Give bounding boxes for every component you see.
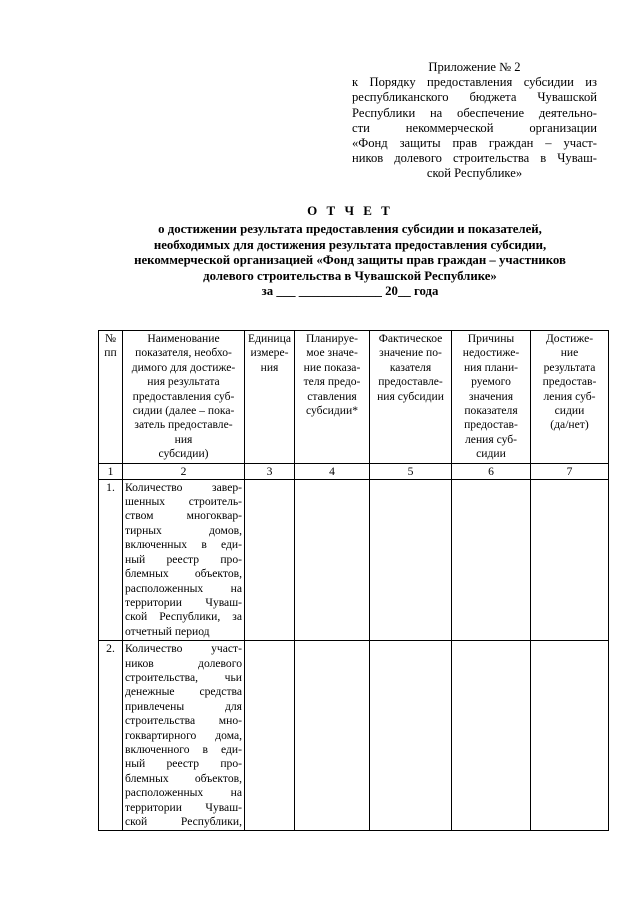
header-line: показателя, необхо- — [135, 346, 232, 360]
column-number: 1 — [99, 463, 123, 479]
indicator-name-line: ской Республики, за — [125, 610, 242, 624]
indicator-name-line: территории Чуваш- — [125, 800, 242, 814]
row-cell-reasons — [452, 641, 531, 831]
row-cell-planned — [295, 641, 370, 831]
report-period-line: за ___ _____________ 20__ года — [261, 284, 439, 299]
indicator-name-line: гоквартирного дома, — [125, 728, 242, 742]
indicator-name-line: расположенных на — [125, 581, 242, 595]
header-line: Достиже- — [545, 332, 594, 345]
header-line: димого для достиже- — [131, 360, 236, 374]
row-indicator-name — [123, 479, 245, 640]
report-subtitle-line: необходимых для достижения результата предоставления субсидии, — [153, 237, 547, 252]
header-line: недостиже- — [462, 346, 520, 360]
indicator-name-line: ный реестр про- — [125, 552, 242, 566]
header-line: предоставления суб- — [132, 389, 235, 403]
indicator-name-line: ской Республики, — [125, 815, 242, 828]
header-line: казателя — [389, 360, 432, 374]
report-subtitle-line: долевого строительства в Чувашской Республике» — [203, 268, 497, 283]
appendix-line: сти некоммерческой организации — [352, 120, 597, 135]
appendix-title: Приложение № 2 — [428, 60, 521, 74]
header-line: сидии — [554, 404, 585, 418]
row-cell-unit — [245, 479, 295, 640]
column-number: 5 — [370, 463, 452, 479]
appendix-line: «Фонд защиты прав граждан – участ- — [352, 136, 597, 151]
header-cell-name — [123, 331, 245, 464]
indicator-name-line: ный реестр про- — [125, 757, 242, 771]
indicator-name-line: расположенных на — [125, 786, 242, 800]
row-indicator-name — [123, 641, 245, 831]
header-line: ния результата — [147, 375, 220, 389]
header-line: пп — [104, 346, 117, 360]
row-cell-achievement — [531, 479, 609, 640]
indicator-name-line: тирных домов, — [125, 523, 242, 537]
row-cell-achievement — [531, 641, 609, 831]
header-line: значение по- — [379, 346, 442, 360]
appendix-line: ников долевого строительства в Чуваш- — [352, 151, 597, 166]
header-line: ния субсидии — [377, 389, 444, 403]
table-row — [99, 641, 609, 831]
header-line: субсидии* — [306, 404, 358, 418]
header-line: результата — [543, 360, 596, 374]
indicator-name-line: отчетный период — [125, 624, 210, 638]
header-cell-reasons — [452, 331, 531, 464]
header-line: значения — [468, 389, 514, 403]
indicator-name-line: денежные средства — [125, 685, 242, 699]
report-table — [98, 330, 609, 831]
appendix-line: ской Республике» — [426, 166, 523, 181]
column-number: 2 — [123, 463, 245, 479]
header-cell-achievement — [531, 331, 609, 464]
indicator-name-line: блемных объектов, — [125, 771, 242, 785]
column-number: 3 — [245, 463, 295, 479]
header-cell-number — [99, 331, 123, 464]
indicator-name-line: ством многоквар- — [125, 509, 242, 523]
header-line: ние — [560, 346, 579, 360]
report-title: О Т Ч Е Т — [307, 203, 393, 218]
header-line: мое значе- — [306, 346, 358, 360]
row-cell-reasons — [452, 479, 531, 640]
header-line: ления суб- — [465, 432, 517, 446]
header-line: сидии (далее – пока- — [132, 404, 235, 418]
row-cell-actual — [370, 641, 452, 831]
indicator-name-line: привлечены для — [125, 699, 242, 713]
header-line: предостав- — [464, 418, 518, 432]
header-line: предоставле- — [378, 375, 443, 389]
header-line: ния — [174, 432, 193, 446]
header-line: сидии — [476, 447, 506, 461]
appendix-line: республиканского бюджета Чувашской — [352, 90, 597, 105]
header-cell-unit — [245, 331, 295, 464]
header-line: измере- — [250, 346, 289, 360]
header-line: субсидии) — [158, 447, 209, 461]
header-line: Фактическое — [378, 332, 443, 345]
column-number: 6 — [452, 463, 531, 479]
report-subtitle-line: некоммерческой организацией «Фонд защиты прав граждан – участников — [134, 253, 566, 268]
header-line: ния — [260, 360, 279, 374]
header-line: показателя — [464, 404, 518, 418]
header-line: теля предо- — [303, 375, 361, 389]
row-cell-actual — [370, 479, 452, 640]
row-number: 2. — [99, 641, 123, 831]
table-row — [99, 479, 609, 640]
appendix-line: к Порядку предоставления субсидии из — [352, 75, 597, 90]
indicator-name-line: Количество завер- — [125, 480, 242, 494]
header-line: ставления — [307, 389, 357, 403]
indicator-name-line: территории Чуваш- — [125, 595, 242, 609]
indicator-name-line: включенного в еди- — [125, 742, 242, 756]
column-number: 4 — [295, 463, 370, 479]
header-line: предостав- — [542, 375, 597, 389]
header-line: Единица — [248, 332, 291, 345]
report-header — [90, 203, 610, 299]
indicator-name-line: строительства, чьи — [125, 670, 242, 684]
header-line: (да/нет) — [550, 418, 589, 432]
header-line: № — [104, 332, 117, 345]
row-cell-unit — [245, 641, 295, 831]
header-line: затель предоставле- — [134, 418, 233, 432]
header-line: ние показа- — [303, 360, 361, 374]
row-cell-planned — [295, 479, 370, 640]
indicator-name-line: Количество участ- — [125, 642, 242, 656]
column-number: 7 — [531, 463, 609, 479]
header-cell-planned — [295, 331, 370, 464]
header-line: Планируе- — [305, 332, 358, 345]
indicator-name-line: строительства мно- — [125, 714, 242, 728]
table-header-row — [99, 331, 609, 464]
indicator-name-line: блемных объектов, — [125, 567, 242, 581]
header-line: Причины — [467, 332, 515, 345]
header-line: ния плани- — [463, 360, 519, 374]
indicator-name-line: шенных строитель- — [125, 495, 242, 509]
indicator-name-line: включенных в еди- — [125, 538, 242, 552]
appendix-line: Республики на обеспечение деятельно- — [352, 105, 597, 120]
header-cell-actual — [370, 331, 452, 464]
column-number-row — [99, 463, 609, 479]
row-number: 1. — [99, 479, 123, 640]
header-line: Наименование — [147, 332, 220, 345]
appendix-block — [352, 60, 597, 182]
header-line: руемого — [471, 375, 511, 389]
header-line: ления суб- — [543, 389, 596, 403]
report-subtitle-line: о достижении результата предоставления субсидии и показателей, — [158, 222, 542, 237]
indicator-name-line: ников долевого — [125, 656, 242, 670]
